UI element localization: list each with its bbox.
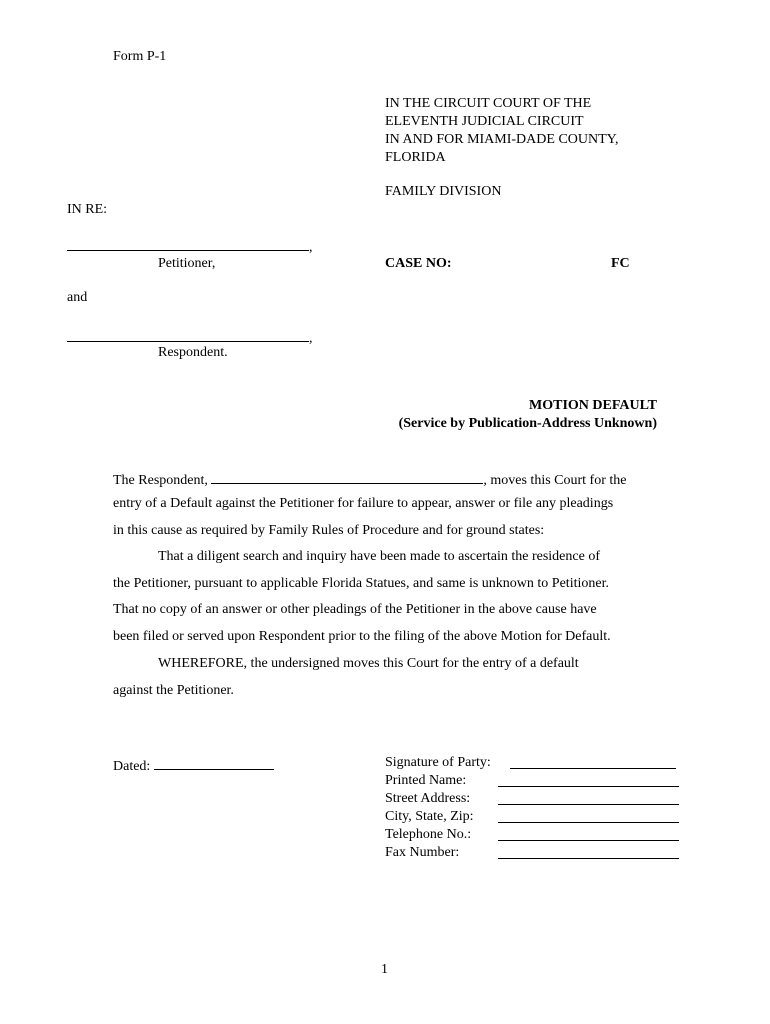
court-heading [385,95,618,167]
body-line: the Petitioner, pursuant to applicable Florida Statues, and same is unknown to Petitioner. [113,576,609,591]
body-line: That no copy of an answer or other pleadings of the Petitioner in the above cause have [113,602,597,617]
respondent-label: Respondent. [158,345,228,360]
motion-subtitle: (Service by Publication-Address Unknown) [398,416,657,431]
form-id: Form P-1 [113,49,167,64]
body-line [113,469,626,489]
printed-name-blank[interactable] [498,786,679,787]
respondent-blank[interactable] [67,327,309,342]
petitioner-comma: , [309,240,313,255]
motion-title: MOTION DEFAULT [529,398,657,413]
dated-field[interactable] [113,755,274,775]
telephone-blank[interactable] [498,840,679,841]
respondent-comma: , [309,331,313,346]
page-number: 1 [381,962,388,977]
respondent-name-line[interactable] [67,327,313,347]
city-state-zip-field[interactable] [385,809,680,827]
dated-label: Dated: [113,759,151,774]
telephone-field[interactable] [385,827,680,845]
city-state-zip-blank[interactable] [498,822,679,823]
petitioner-label: Petitioner, [158,256,216,271]
signature-label: Signature of Party: [385,755,491,770]
and-label: and [67,290,88,305]
signature-field[interactable] [385,755,677,773]
city-state-zip-label: City, State, Zip: [385,809,474,824]
body-line: been filed or served upon Respondent prior to the filing of the above Motion for Default. [113,629,611,644]
printed-name-field[interactable] [385,773,680,791]
division: FAMILY DIVISION [385,184,502,199]
fax-number-label: Fax Number: [385,845,460,860]
court-line: FLORIDA [385,150,446,165]
body-text: , moves this Court for the [483,473,627,488]
court-line: ELEVENTH JUDICIAL CIRCUIT [385,114,584,129]
body-line: in this cause as required by Family Rules of Procedure and for ground states: [113,523,545,538]
in-re-label: IN RE: [67,202,108,217]
dated-blank[interactable] [154,755,274,770]
respondent-intro: The Respondent, [113,473,208,488]
signature-blank[interactable] [510,768,676,769]
telephone-label: Telephone No.: [385,827,472,842]
street-address-blank[interactable] [498,804,679,805]
court-line: IN AND FOR MIAMI-DADE COUNTY, [385,132,619,147]
body-line: against the Petitioner. [113,683,234,698]
street-address-label: Street Address: [385,791,471,806]
printed-name-label: Printed Name: [385,773,467,788]
fax-number-field[interactable] [385,845,680,863]
case-suffix: FC [611,256,630,271]
petitioner-name-line[interactable] [67,236,313,256]
body-line: WHEREFORE, the undersigned moves this Court for the entry of a default [158,656,579,671]
petitioner-blank[interactable] [67,236,309,251]
court-line: IN THE CIRCUIT COURT OF THE [385,96,592,111]
body-line: That a diligent search and inquiry have been made to ascertain the residence of [158,549,600,564]
case-no-label: CASE NO: [385,256,452,271]
body-line: entry of a Default against the Petitioner for failure to appear, answer or file any pleadings [113,496,614,511]
street-address-field[interactable] [385,791,680,809]
respondent-name-blank[interactable] [211,469,483,484]
fax-number-blank[interactable] [498,858,679,859]
